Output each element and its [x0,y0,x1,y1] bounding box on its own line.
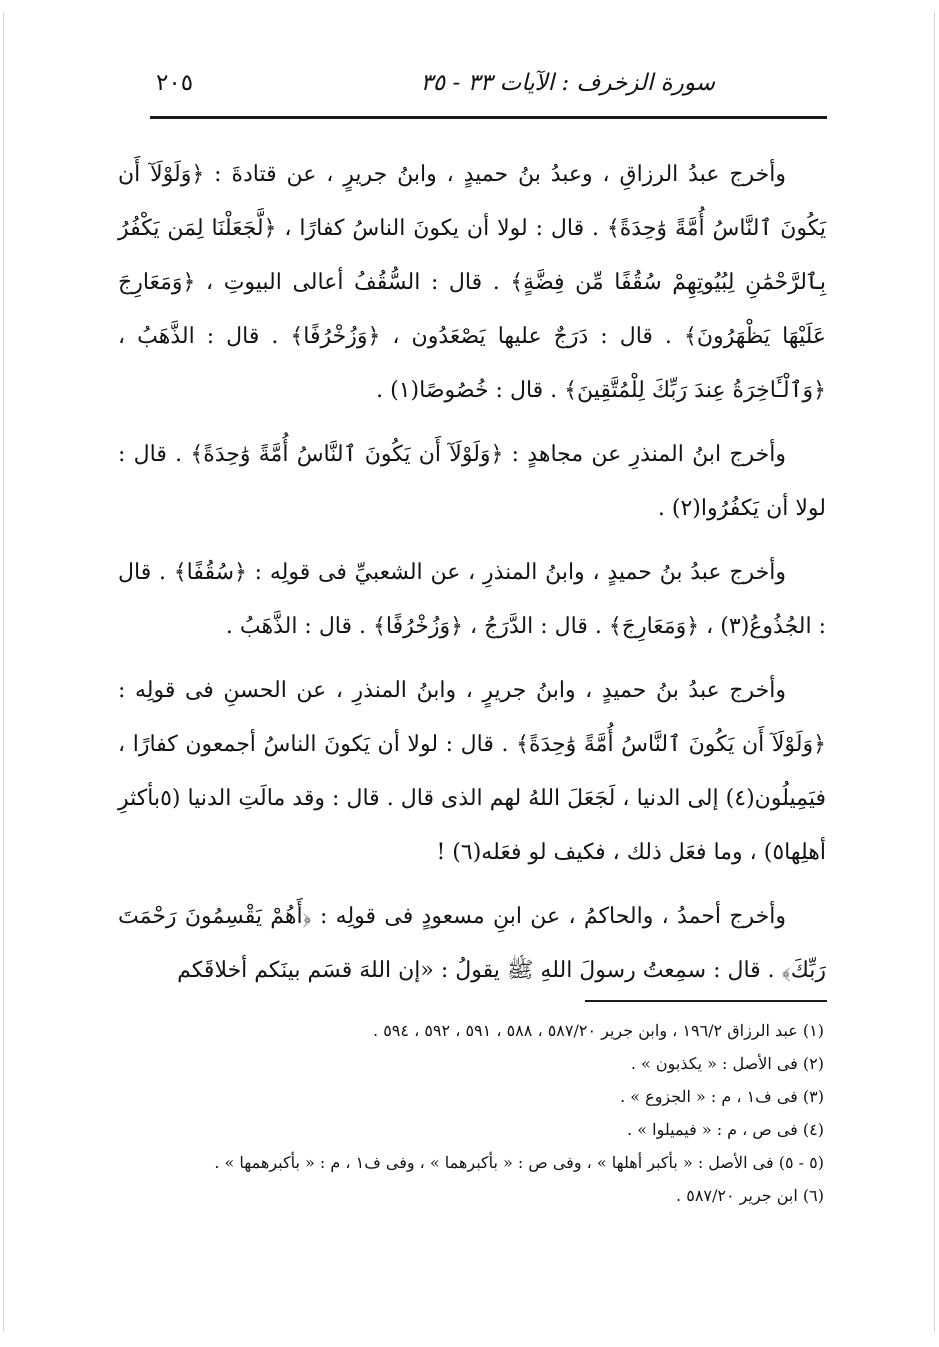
footnotes [118,1014,824,1212]
footnote: (٤) فى ص ، م : « فيميلوا » . [627,1120,824,1139]
header-rule [150,116,827,119]
running-title: سورة الزخرف : الآيات ٣٣ - ٣٥ [420,70,715,96]
paragraph: وأخرج أحمدُ ، والحاكمُ ، عن ابنِ مسعودٍ فى قولِه : ﴿أَهُمْ يَقْسِمُونَ رَحْمَتَ رَبِّكَ﴾ . قال : سمِعتُ رسولَ اللهِ ﷺ يقولُ : «إن اللهَ قسَم بينَكم أخلاقَكم [118,904,826,983]
footnote-separator [585,1000,827,1002]
footnote: (٥ - ٥) فى الأصل : « بأكبر أهلها » ، وفى ص : « بأكبرهما » ، وفى ف١ ، م : « بأكبرهمها » . [214,1153,824,1172]
page-number: ٢٠٥ [156,70,194,96]
footnote: (٣) فى ف١ ، م : « الجزوع » . [620,1087,824,1106]
paragraph: وأخرج عبدُ بنُ حميدٍ ، وابنُ جريرٍ ، وابنُ المنذرِ ، عن الحسنِ فى قولِه : ﴿وَلَوْلَآ أَن يَكُونَ ٱلنَّاسُ أُمَّةً وَٰحِدَةً﴾ . قال : لولا أن يَكونَ الناسُ أجمعون كفارًا ، فيَمِيلُون(٤) إلى الدنيا ، لَجَعَلَ اللهُ لهم الذى قال . قال : وقد مالَتِ الدنيا (٥بأكثرِ أهلِها٥) ، وما فعَل ذلك ، فكيف لو فعَله(٦) ! [118,678,826,865]
page-edge-left [3,12,4,1332]
footnote: (٢) فى الأصل : « يكذبون » . [630,1054,824,1073]
paragraph: وأخرج ابنُ المنذرِ عن مجاهدٍ : ﴿وَلَوْلَآ أَن يَكُونَ ٱلنَّاسُ أُمَّةً وَٰحِدَةً﴾ . قال : لولا أن يَكفُرُوا(٢) . [118,442,826,521]
page-header [150,62,825,116]
footnote: (١) عبد الرزاق ١٩٦/٢ ، وابن جرير ٥٨٧/٢٠ ، ٥٨٨ ، ٥٩١ ، ٥٩٢ ، ٥٩٤ . [373,1021,824,1040]
paragraph: وأخرج عبدُ الرزاقِ ، وعبدُ بنُ حميدٍ ، وابنُ جريرٍ ، عن قتادةَ : ﴿وَلَوْلَآ أَن يَكُونَ ٱلنَّاسُ أُمَّةً وَٰحِدَةً﴾ . قال : لولا أن يكونَ الناسُ كفارًا ، ﴿لَّجَعَلْنَا لِمَن يَكْفُرُ بِٱلرَّحْمَٰنِ لِبُيُوتِهِمْ سُقُفًا مِّن فِضَّةٍ﴾ . قال : السُّقُفُ أعالى البيوتِ ، ﴿وَمَعَارِجَ عَلَيْهَا يَظْهَرُونَ﴾ . قال : دَرَجٌ عليها يَصْعَدُون ، ﴿وَزُخْرُفًا﴾ . قال : الذَّهَبُ ، ﴿وَٱلْـَٔاخِرَةُ عِندَ رَبِّكَ لِلْمُتَّقِينَ﴾ . قال : خُصُوصًا(١) . [118,162,826,403]
footnote: (٦) ابن جرير ٥٨٧/٢٠ . [676,1186,824,1205]
page-edge-right [934,12,935,1332]
paragraph: وأخرج عبدُ بنُ حميدٍ ، وابنُ المنذرِ ، عن الشعبيِّ فى قولِه : ﴿سُقُفًا﴾ . قال : الجُذُوعُ(٣) ، ﴿وَمَعَارِجَ﴾ . قال : الدَّرَجُ ، ﴿وَزُخْرُفًا﴾ . قال : الذَّهَبُ . [118,560,826,639]
main-text [118,148,826,1008]
